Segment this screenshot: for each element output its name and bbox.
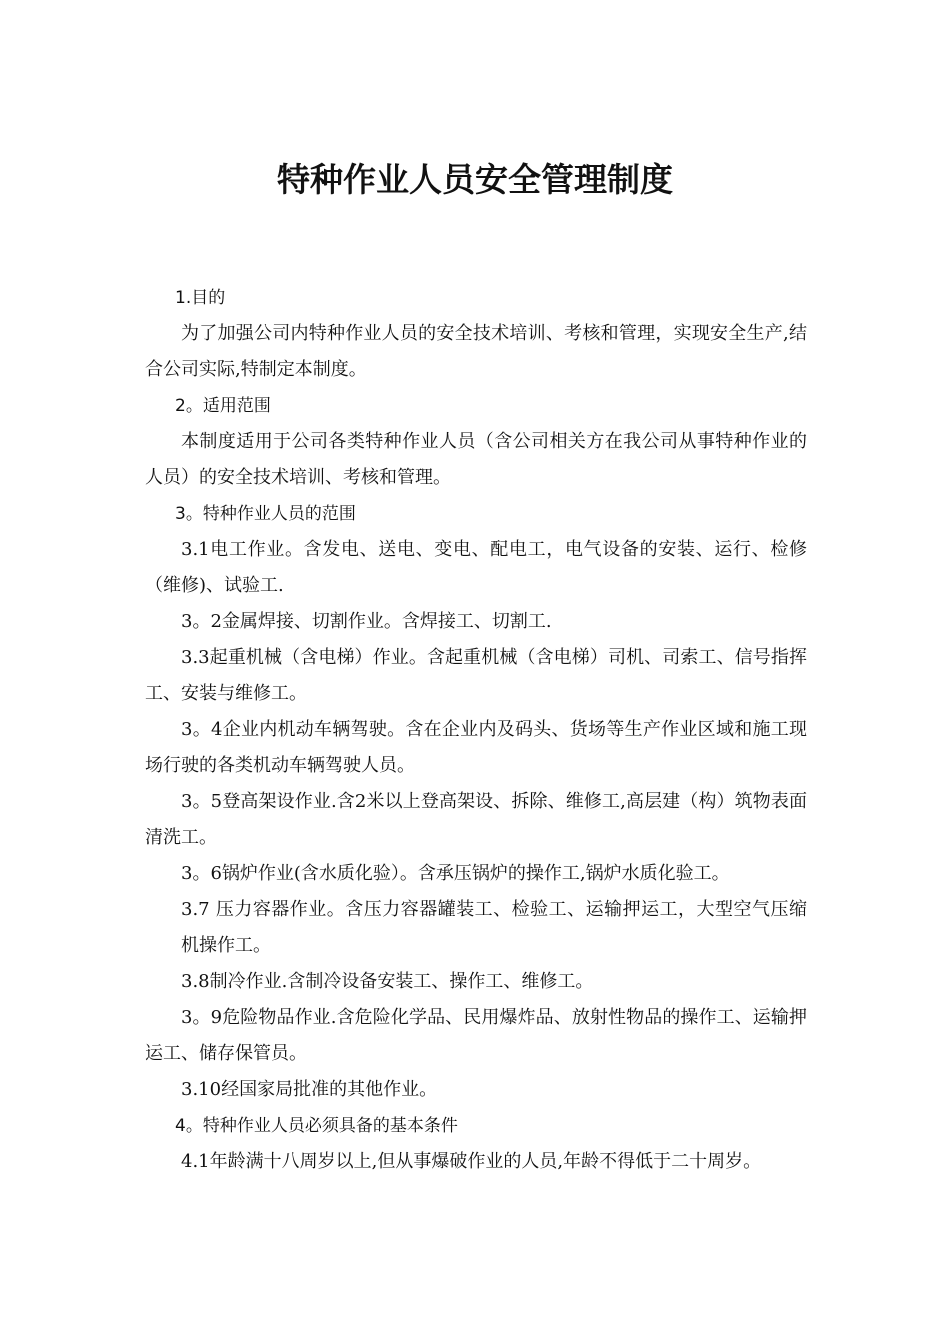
- list-item-3-8: 3.8制冷作业.含制冷设备安装工、操作工、维修工。: [181, 971, 594, 992]
- section-heading-scope: 2。适用范围: [175, 396, 271, 416]
- document-body: [145, 280, 807, 1180]
- list-item-3-2: 3。2金属焊接、切割作业。含焊接工、切割工.: [181, 611, 552, 632]
- list-item-3-9: 3。9危险物品作业.含危险化学品、民用爆炸品、放射性物品的操作工、运输押运工、储存保管员。: [145, 1007, 807, 1064]
- paragraph-purpose: 为了加强公司内特种作业人员的安全技术培训、考核和管理，实现安全生产,结合公司实际,特制定本制度。: [145, 323, 807, 380]
- list-item-3-5: 3。5登高架设作业.含2米以上登高架设、拆除、维修工,高层建（构）筑物表面清洗工。: [145, 791, 807, 848]
- list-item-3-4: 3。4企业内机动车辆驾驶。含在企业内及码头、货场等生产作业区域和施工现场行驶的各类机动车辆驾驶人员。: [145, 719, 807, 776]
- document-title: 特种作业人员安全管理制度: [277, 160, 673, 199]
- list-item-3-1: 3.1电工作业。含发电、送电、变电、配电工，电气设备的安装、运行、检修（维修)、试验工.: [145, 539, 807, 596]
- section-heading-personnel-range: 3。特种作业人员的范围: [175, 504, 356, 524]
- section-heading-basic-conditions: 4。特种作业人员必须具备的基本条件: [175, 1116, 458, 1136]
- list-item-3-7: 3.7 压力容器作业。含压力容器罐装工、检验工、运输押运工，大型空气压缩机操作工。: [181, 899, 807, 956]
- list-item-3-6: 3。6锅炉作业(含水质化验）。含承压锅炉的操作工,锅炉水质化验工。: [181, 863, 730, 884]
- paragraph-scope: 本制度适用于公司各类特种作业人员（含公司相关方在我公司从事特种作业的人员）的安全技术培训、考核和管理。: [145, 431, 807, 488]
- list-item-3-3: 3.3起重机械（含电梯）作业。含起重机械（含电梯）司机、司索工、信号指挥工、安装与维修工。: [145, 647, 807, 704]
- list-item-3-10: 3.10经国家局批准的其他作业。: [181, 1079, 438, 1100]
- list-item-4-1: 4.1年龄满十八周岁以上,但从事爆破作业的人员,年龄不得低于二十周岁。: [181, 1151, 762, 1172]
- section-heading-purpose: 1.目的: [175, 288, 226, 308]
